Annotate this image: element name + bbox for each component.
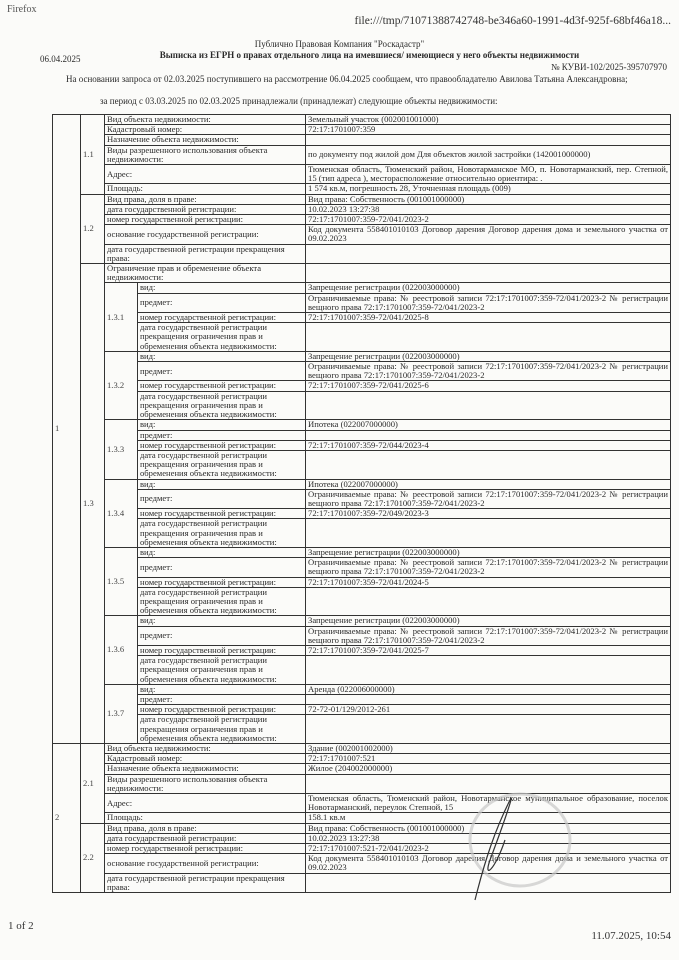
field-label: предмет: <box>138 430 306 440</box>
section-number: 2.1 <box>81 744 105 824</box>
field-label: дата государственной регистрации прекращения ограничения прав и обременения объекта недвижимости: <box>138 519 306 548</box>
field-label: дата государственной регистрации: <box>105 833 306 843</box>
encumbrance-number: 1.3.7 <box>105 684 138 743</box>
table-row <box>53 684 671 694</box>
field-label: вид: <box>138 547 306 557</box>
field-value <box>306 264 671 283</box>
field-label: Вид права, доля в праве: <box>105 823 306 833</box>
field-value: 72:17:1701007:521 <box>306 754 671 764</box>
field-label: Ограничение прав и обременение объекта недвижимости: <box>105 264 306 283</box>
field-label: номер государственной регистрации: <box>138 313 306 323</box>
table-row <box>53 873 671 892</box>
table-row <box>53 115 671 125</box>
field-label: дата государственной регистрации: <box>105 204 306 214</box>
field-value: Здание (002001002000) <box>306 744 671 754</box>
field-label: основание государственной регистрации: <box>105 225 306 244</box>
document-title: Выписка из ЕГРН о правах отдельного лица на имевшиеся/ имеющиеся у него объекты недвижимости <box>159 50 580 60</box>
table-row <box>53 844 671 854</box>
table-row <box>53 450 671 479</box>
table-row <box>53 125 671 135</box>
field-value: 72:17:1701007:359-72/041/2025-6 <box>306 381 671 391</box>
field-label: Вид объекта недвижимости: <box>105 744 306 754</box>
table-row <box>53 440 671 450</box>
field-label: Адрес: <box>105 794 306 813</box>
field-value: 1 574 кв.м, погрешность 28, Уточненная площадь (009) <box>306 184 671 194</box>
print-timestamp: 11.07.2025, 10:54 <box>591 930 671 942</box>
field-value: по документу под жилой дом Для объектов жилой застройки (142001000000) <box>306 145 671 164</box>
intro-paragraph: На основании запроса от 02.03.2025 поступившего на рассмотрение 06.04.2025 сообщаем, что правообладателю Авилова Татьяна Александровна; <box>66 74 628 84</box>
field-value: Запрещение регистрации (022003000000) <box>306 351 671 361</box>
field-label: предмет: <box>138 489 306 508</box>
field-label: номер государственной регистрации: <box>138 440 306 450</box>
table-row <box>53 135 671 145</box>
table-row <box>53 391 671 420</box>
field-value <box>306 715 671 744</box>
table-row <box>53 587 671 616</box>
table-row <box>53 323 671 352</box>
property-table <box>52 114 671 893</box>
table-row <box>53 754 671 764</box>
field-label: номер государственной регистрации: <box>138 645 306 655</box>
table-row <box>53 225 671 244</box>
field-value: 72:17:1701007:359-72/041/2023-2 <box>306 215 671 225</box>
field-label: номер государственной регистрации: <box>138 705 306 715</box>
field-value: Аренда (022006000000) <box>306 684 671 694</box>
field-label: Назначение объекта недвижимости: <box>105 135 306 145</box>
field-value: Жилое (204002000000) <box>306 764 671 774</box>
field-value <box>306 391 671 420</box>
field-value <box>306 656 671 685</box>
field-label: номер государственной регистрации: <box>138 577 306 587</box>
field-label: Виды разрешенного использования объекта недвижимости: <box>105 145 306 164</box>
field-value: Код документа 558401010103 Договор дарения Договор дарения дома и земельного участка от 09.02.2023 <box>306 854 671 873</box>
table-row <box>53 381 671 391</box>
table-row <box>53 509 671 519</box>
section-number: 1.2 <box>81 194 105 263</box>
table-row <box>53 705 671 715</box>
table-row <box>53 194 671 204</box>
table-row <box>53 656 671 685</box>
encumbrance-number: 1.3.3 <box>105 420 138 479</box>
table-row <box>53 479 671 489</box>
field-value: 72:17:1701007:359 <box>306 125 671 135</box>
field-value <box>306 135 671 145</box>
page-url: file:///tmp/71071388742748-be346a60-1991-4d3f-925f-68bf46a18... <box>354 15 671 27</box>
field-label: вид: <box>138 420 306 430</box>
field-label: номер государственной регистрации: <box>138 509 306 519</box>
table-row <box>53 420 671 430</box>
field-value <box>306 694 671 704</box>
field-value: Запрещение регистрации (022003000000) <box>306 616 671 626</box>
field-value: Земельный участок (002001001000) <box>306 115 671 125</box>
field-value: 10.02.2023 13:27:38 <box>306 833 671 843</box>
field-label: Адрес: <box>105 165 306 184</box>
encumbrance-number: 1.3.2 <box>105 351 138 419</box>
section-number: 2.2 <box>81 823 105 892</box>
field-label: дата государственной регистрации прекращения ограничения прав и обременения объекта недвижимости: <box>138 715 306 744</box>
field-value: Ограничиваемые права: № реестровой записи 72:17:1701007:359-72/041/2023-2 № регистрации вещного права 72:17:1701007:359-72/041/2023-2 <box>306 489 671 508</box>
section-number: 1.1 <box>81 115 105 195</box>
field-label: Вид права, доля в праве: <box>105 194 306 204</box>
field-value: 158.1 кв.м <box>306 813 671 823</box>
field-label: номер государственной регистрации: <box>138 381 306 391</box>
field-value <box>306 519 671 548</box>
organization-name: Публично Правовая Компания "Роскадастр" <box>254 39 425 49</box>
table-row <box>53 823 671 833</box>
table-row <box>53 215 671 225</box>
table-row <box>53 313 671 323</box>
field-value: Код документа 558401010103 Договор дарения Договор дарения дома и земельного участка от 09.02.2023 <box>306 225 671 244</box>
table-row <box>53 626 671 645</box>
table-row <box>53 264 671 283</box>
field-label: основание государственной регистрации: <box>105 854 306 873</box>
table-row <box>53 204 671 214</box>
table-row <box>53 645 671 655</box>
table-row <box>53 616 671 626</box>
field-value: 72-72-01/129/2012-261 <box>306 705 671 715</box>
field-label: Площадь: <box>105 813 306 823</box>
field-value: 72:17:1701007:359-72/049/2023-3 <box>306 509 671 519</box>
field-value: 10.02.2023 13:27:38 <box>306 204 671 214</box>
table-row <box>53 430 671 440</box>
field-label: дата государственной регистрации прекращения ограничения прав и обременения объекта недвижимости: <box>138 323 306 352</box>
field-value: Тюменская область, Тюменский район, Новотарманское МО, п. Новотарманский, пер. Степной, 15 (тип адреса ), месторасположение относительно ориентира: . <box>306 165 671 184</box>
encumbrance-number: 1.3.1 <box>105 283 138 351</box>
table-row <box>53 165 671 184</box>
field-value: Вид права: Собственность (001001000000) <box>306 823 671 833</box>
table-row <box>53 244 671 263</box>
table-row <box>53 351 671 361</box>
field-value: 72:17:1701007:359-72/041/2024-5 <box>306 577 671 587</box>
field-label: Кадастровый номер: <box>105 125 306 135</box>
field-label: Площадь: <box>105 184 306 194</box>
table-row <box>53 794 671 813</box>
field-label: предмет: <box>138 362 306 381</box>
field-value: Ипотека (022007000000) <box>306 479 671 489</box>
field-value <box>306 587 671 616</box>
field-label: предмет: <box>138 694 306 704</box>
table-row <box>53 519 671 548</box>
table-row <box>53 145 671 164</box>
field-value <box>306 323 671 352</box>
table-row <box>53 293 671 312</box>
field-label: вид: <box>138 283 306 293</box>
field-value: 72:17:1701007:359-72/044/2023-4 <box>306 440 671 450</box>
object-number: 1 <box>53 115 81 744</box>
section-number: 1.3 <box>81 264 105 744</box>
field-label: дата государственной регистрации прекращения ограничения прав и обременения объекта недвижимости: <box>138 391 306 420</box>
field-value: Запрещение регистрации (022003000000) <box>306 547 671 557</box>
stamp-and-signature <box>435 790 575 910</box>
field-label: номер государственной регистрации: <box>105 844 306 854</box>
table-row <box>53 854 671 873</box>
field-label: предмет: <box>138 293 306 312</box>
field-label: номер государственной регистрации: <box>105 215 306 225</box>
field-value: Ограничиваемые права: № реестровой записи 72:17:1701007:359-72/041/2023-2 № регистрации вещного права 72:17:1701007:359-72/041/2023-2 <box>306 558 671 577</box>
field-label: дата государственной регистрации прекращения ограничения прав и обременения объекта недвижимости: <box>138 656 306 685</box>
field-label: вид: <box>138 479 306 489</box>
table-row <box>53 833 671 843</box>
field-value: Ограничиваемые права: № реестровой записи 72:17:1701007:359-72/041/2023-2 № регистрации вещного права 72:17:1701007:359-72/041/2023-2 <box>306 362 671 381</box>
field-label: Назначение объекта недвижимости: <box>105 764 306 774</box>
field-value <box>306 430 671 440</box>
encumbrance-number: 1.3.4 <box>105 479 138 547</box>
table-row <box>53 489 671 508</box>
field-value: 72:17:1701007:359-72/041/2025-7 <box>306 645 671 655</box>
table-row <box>53 362 671 381</box>
field-value <box>306 244 671 263</box>
field-label: вид: <box>138 684 306 694</box>
field-label: предмет: <box>138 626 306 645</box>
browser-name: Firefox <box>7 4 37 15</box>
field-value: Ограничиваемые права: № реестровой записи 72:17:1701007:359-72/041/2023-2 № регистрации вещного права 72:17:1701007:359-72/041/2023-2 <box>306 626 671 645</box>
table-row <box>53 283 671 293</box>
table-row <box>53 694 671 704</box>
field-value <box>306 450 671 479</box>
field-value: 72:17:1701007:359-72/041/2025-8 <box>306 313 671 323</box>
document-date: 06.04.2025 <box>40 54 81 64</box>
field-label: дата государственной регистрации прекращения права: <box>105 873 306 892</box>
document-number: № КУВИ-102/2025-395707970 <box>550 62 667 72</box>
encumbrance-number: 1.3.5 <box>105 547 138 615</box>
field-label: дата государственной регистрации прекращения права: <box>105 244 306 263</box>
field-label: Вид объекта недвижимости: <box>105 115 306 125</box>
field-label: предмет: <box>138 558 306 577</box>
field-value: 72:17:1701007:521-72/041/2023-2 <box>306 844 671 854</box>
table-row <box>53 744 671 754</box>
page-indicator: 1 of 2 <box>8 920 34 932</box>
field-value: Ограничиваемые права: № реестровой записи 72:17:1701007:359-72/041/2023-2 № регистрации вещного права 72:17:1701007:359-72/041/2023-2 <box>306 293 671 312</box>
table-row <box>53 184 671 194</box>
table-row <box>53 813 671 823</box>
field-value: Вид права: Собственность (001001000000) <box>306 194 671 204</box>
field-label: вид: <box>138 616 306 626</box>
field-value: Запрещение регистрации (022003000000) <box>306 283 671 293</box>
field-label: дата государственной регистрации прекращения ограничения прав и обременения объекта недвижимости: <box>138 450 306 479</box>
table-row <box>53 715 671 744</box>
field-label: Виды разрешенного использования объекта недвижимости: <box>105 774 306 793</box>
table-row <box>53 577 671 587</box>
field-value: Ипотека (022007000000) <box>306 420 671 430</box>
period-text: за период с 03.03.2025 по 02.03.2025 принадлежали (принадлежат) следующие объекты недвижимости: <box>100 96 498 106</box>
field-label: Кадастровый номер: <box>105 754 306 764</box>
field-value: Тюменская область, Тюменский район, Новотарманское муниципальное образование, поселок Новотарманский, переулок Степной, 15 <box>306 794 671 813</box>
field-label: вид: <box>138 351 306 361</box>
object-number: 2 <box>53 744 81 893</box>
table-row <box>53 774 671 793</box>
table-row <box>53 764 671 774</box>
table-row <box>53 558 671 577</box>
encumbrance-number: 1.3.6 <box>105 616 138 684</box>
field-label: дата государственной регистрации прекращения ограничения прав и обременения объекта недвижимости: <box>138 587 306 616</box>
table-row <box>53 547 671 557</box>
